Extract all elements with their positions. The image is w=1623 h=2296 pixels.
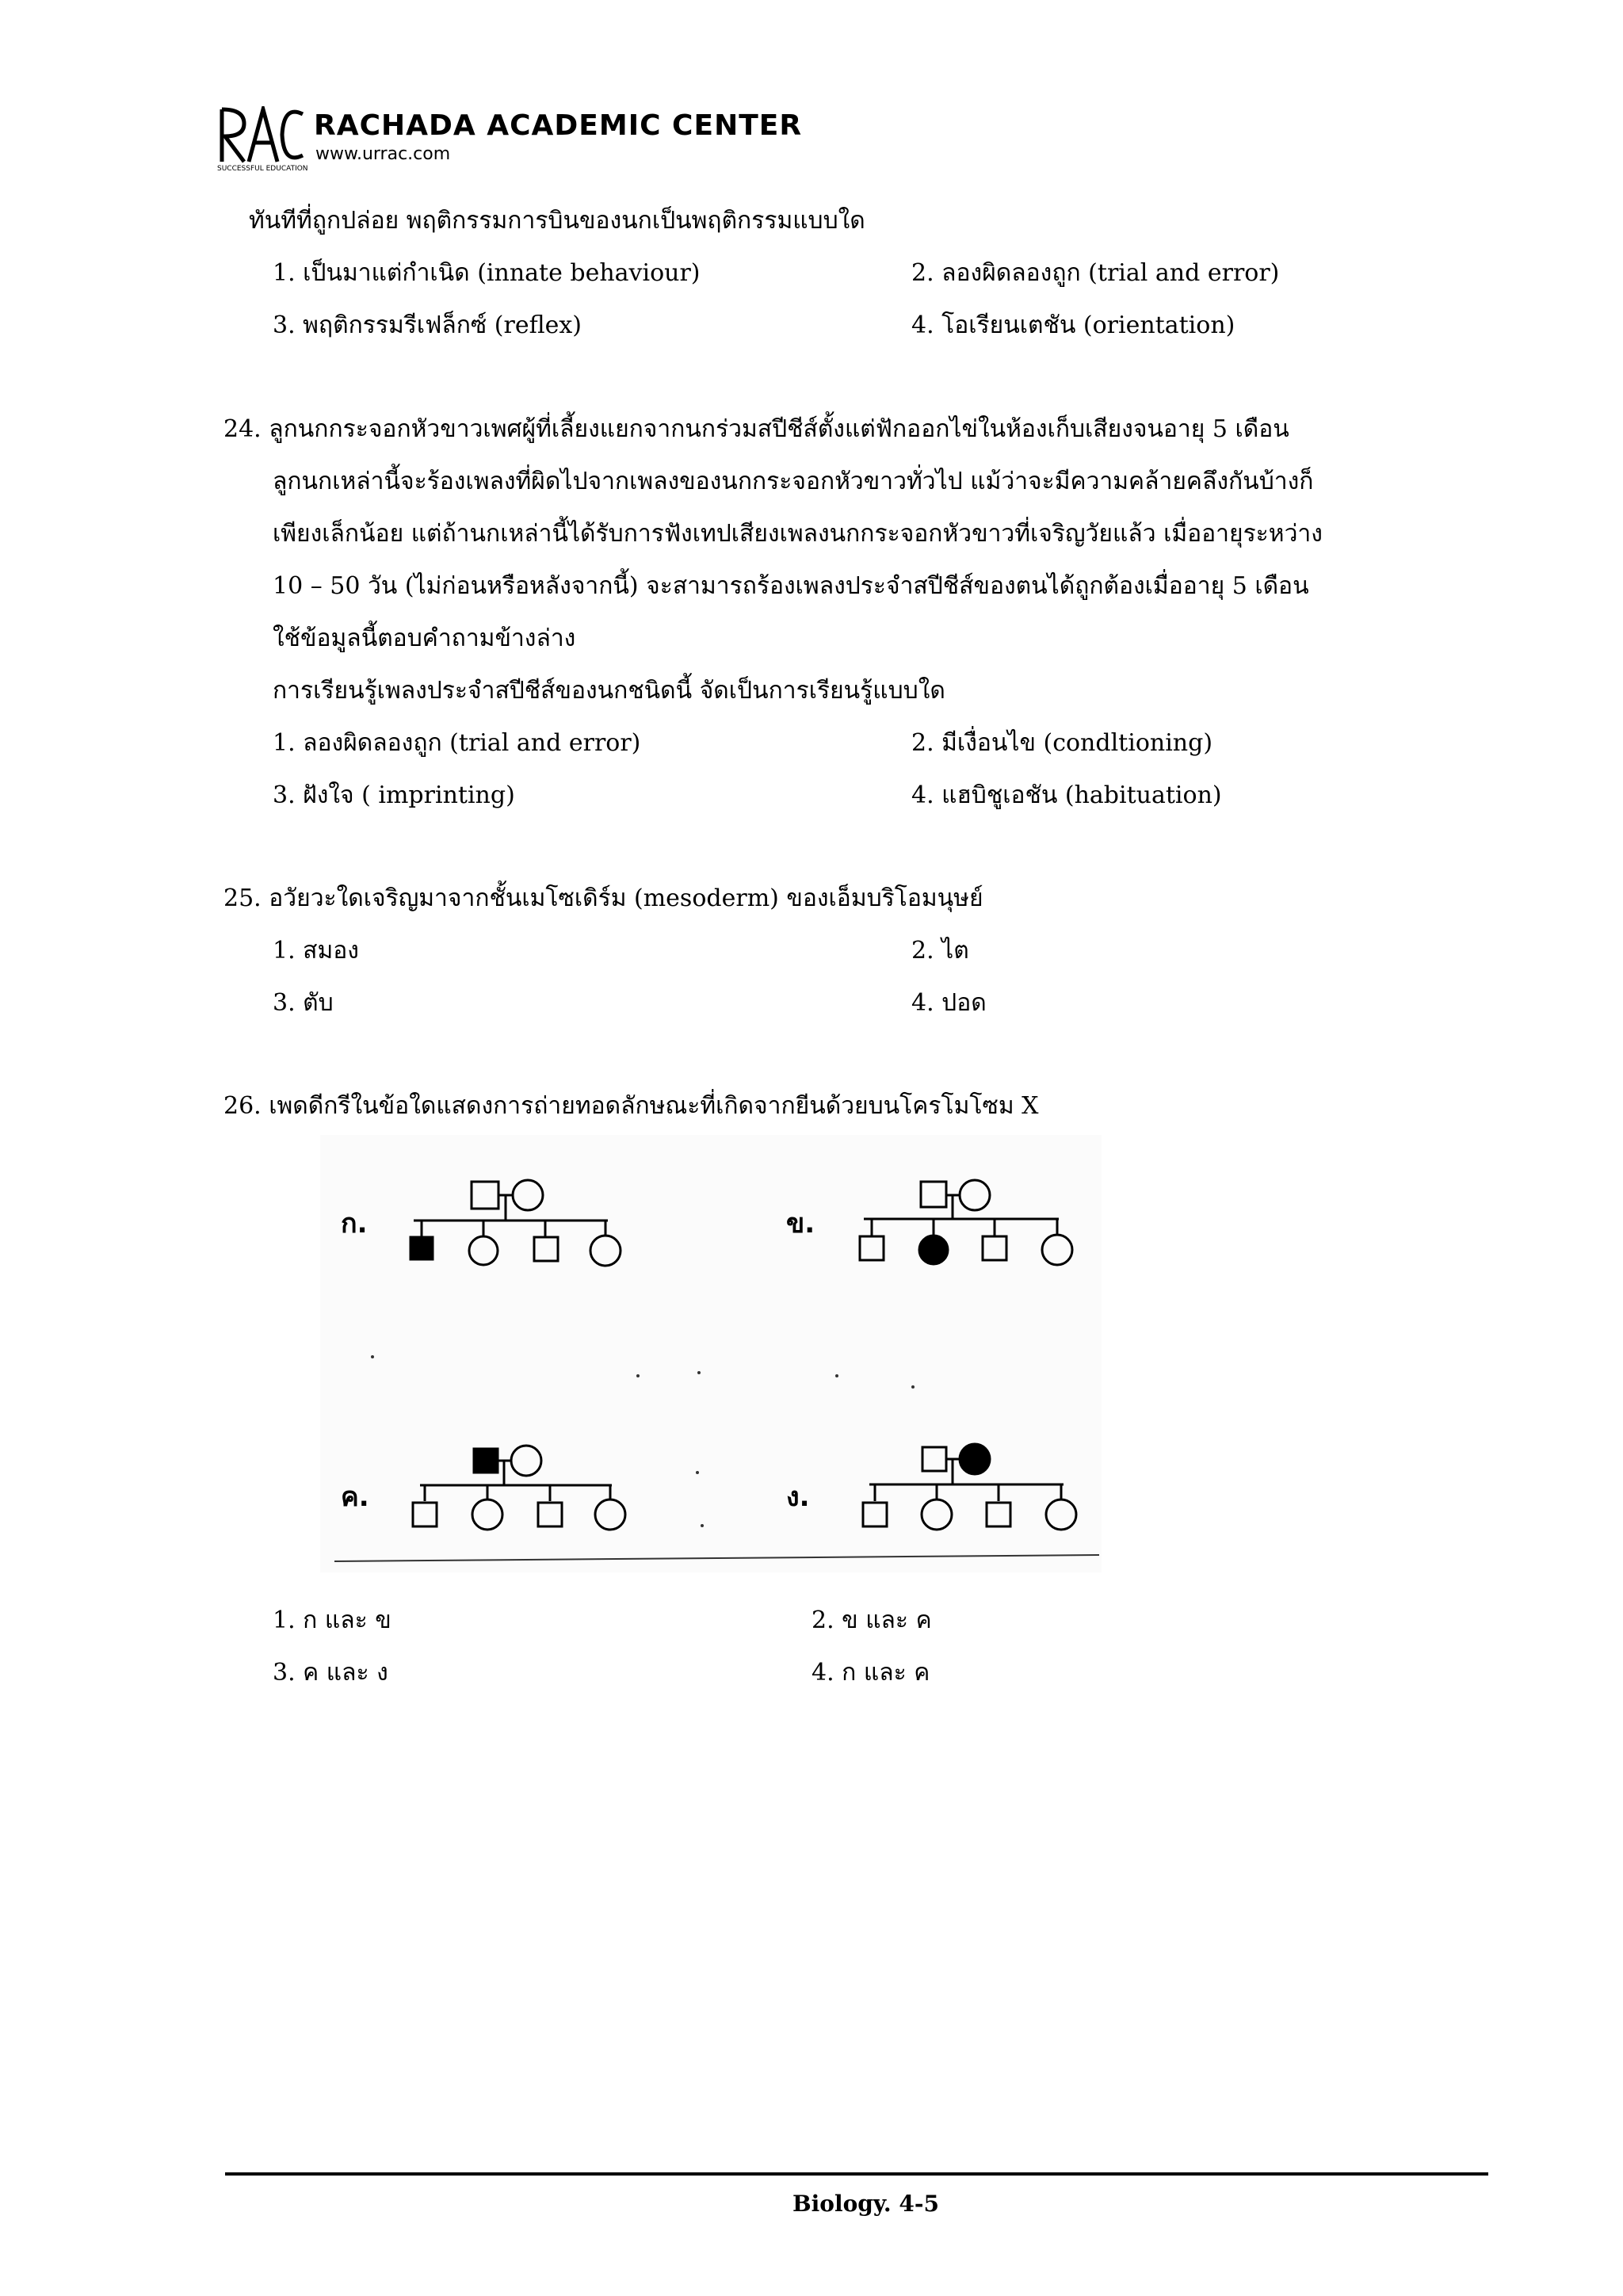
q25-stem: 25. อวัยวะใดเจริญมาจากชั้นเมโซเดิร์ม (mesoderm) ของเอ็มบริโอมนุษย์	[223, 884, 983, 912]
q25-option-1: 1. สมอง	[273, 937, 359, 965]
q23-option-2: 2. ลองผิดลองถูก (trial and error)	[911, 259, 1280, 287]
rac-logo-icon	[217, 106, 304, 163]
q23-stem: ทันทีที่ถูกปล่อย พฤติกรรมการบินของนกเป็นพฤติกรรมแบบใด	[249, 207, 865, 235]
q26-option-1: 1. ก และ ข	[273, 1606, 391, 1634]
brand-name: RACHADA ACADEMIC CENTER	[314, 109, 803, 142]
footer-page-label: Biology. 4-5	[792, 2191, 940, 2217]
q26-stem: 26. เพดดีกรีในข้อใดแสดงการถ่ายทอดลักษณะที่เกิดจากยีนด้วยบนโครโมโซม X	[223, 1092, 1039, 1120]
q23-option-3: 3. พฤติกรรมรีเฟล็กซ์ (reflex)	[273, 311, 582, 339]
q24-option-2: 2. มีเงื่อนไข (condltioning)	[911, 729, 1213, 757]
q23-option-4: 4. โอเรียนเตชัน (orientation)	[911, 311, 1235, 339]
q24-option-1: 1. ลองผิดลองถูก (trial and error)	[273, 729, 641, 757]
pedigree-label-c: ค.	[341, 1481, 369, 1513]
q25-option-4: 4. ปอด	[911, 989, 987, 1017]
q26-option-2: 2. ข และ ค	[812, 1606, 932, 1634]
q24-stem-line-5: ใช้ข้อมูลนี้ตอบคำถามข้างล่าง	[273, 625, 576, 652]
q24-stem-line-2: ลูกนกเหล่านี้จะร้องเพลงที่ผิดไปจากเพลงของนกกระจอกหัวขาวทั่วไป แม้ว่าจะมีความคล้ายคลึงกันบ้างก็	[273, 468, 1314, 495]
affected-male-symbol	[411, 1237, 433, 1259]
q24-stem-line-4: 10 – 50 วัน (ไม่ก่อนหรือหลังจากนี้) จะสามารถร้องเพลงประจำสปีชีส์ของตนได้ถูกต้องเมื่ออายุ 5 เดือน	[273, 572, 1309, 600]
affected-male-symbol	[474, 1449, 498, 1473]
pedigree-figure	[319, 1133, 1103, 1574]
q24-stem-line-6: การเรียนรู้เพลงประจำสปีชีส์ของนกชนิดนี้ จัดเป็นการเรียนรู้แบบใด	[273, 677, 945, 705]
q24-stem-line-3: เพียงเล็กน้อย แต่ถ้านกเหล่านี้ได้รับการฟังเทปเสียงเพลงนกกระจอกหัวขาวที่เจริญวัยแล้ว เมื่ออายุระหว่าง	[273, 520, 1323, 548]
q26-option-3: 3. ค และ ง	[273, 1659, 388, 1687]
pedigree-label-b: ข.	[786, 1208, 815, 1240]
pedigree-label-a: ก.	[341, 1208, 368, 1240]
q23-option-1: 1. เป็นมาแต่กำเนิด (innate behaviour)	[273, 259, 701, 287]
affected-female-symbol	[960, 1444, 990, 1474]
affected-female-symbol	[919, 1236, 948, 1264]
q26-option-4: 4. ก และ ค	[812, 1659, 930, 1687]
brand-tagline: SUCCESSFUL EDUCATION	[217, 165, 308, 173]
footer-rule	[225, 2172, 1488, 2176]
q25-option-2: 2. ไต	[911, 937, 969, 965]
q24-stem-line-1: 24. ลูกนกกระจอกหัวขาวเพศผู้ที่เลี้ยงแยกจากนกร่วมสปีชีส์ตั้งแต่ฟักออกไข่ในห้องเก็บเสียงจนอายุ 5 เดือน	[223, 415, 1289, 443]
pedigree-label-d: ง.	[786, 1481, 810, 1513]
q24-option-4: 4. แฮบิชูเอชัน (habituation)	[911, 781, 1222, 809]
brand-url: www.urrac.com	[315, 144, 451, 164]
q25-option-3: 3. ตับ	[273, 989, 334, 1017]
header	[217, 106, 803, 173]
q24-option-3: 3. ฝังใจ ( imprinting)	[273, 781, 515, 809]
